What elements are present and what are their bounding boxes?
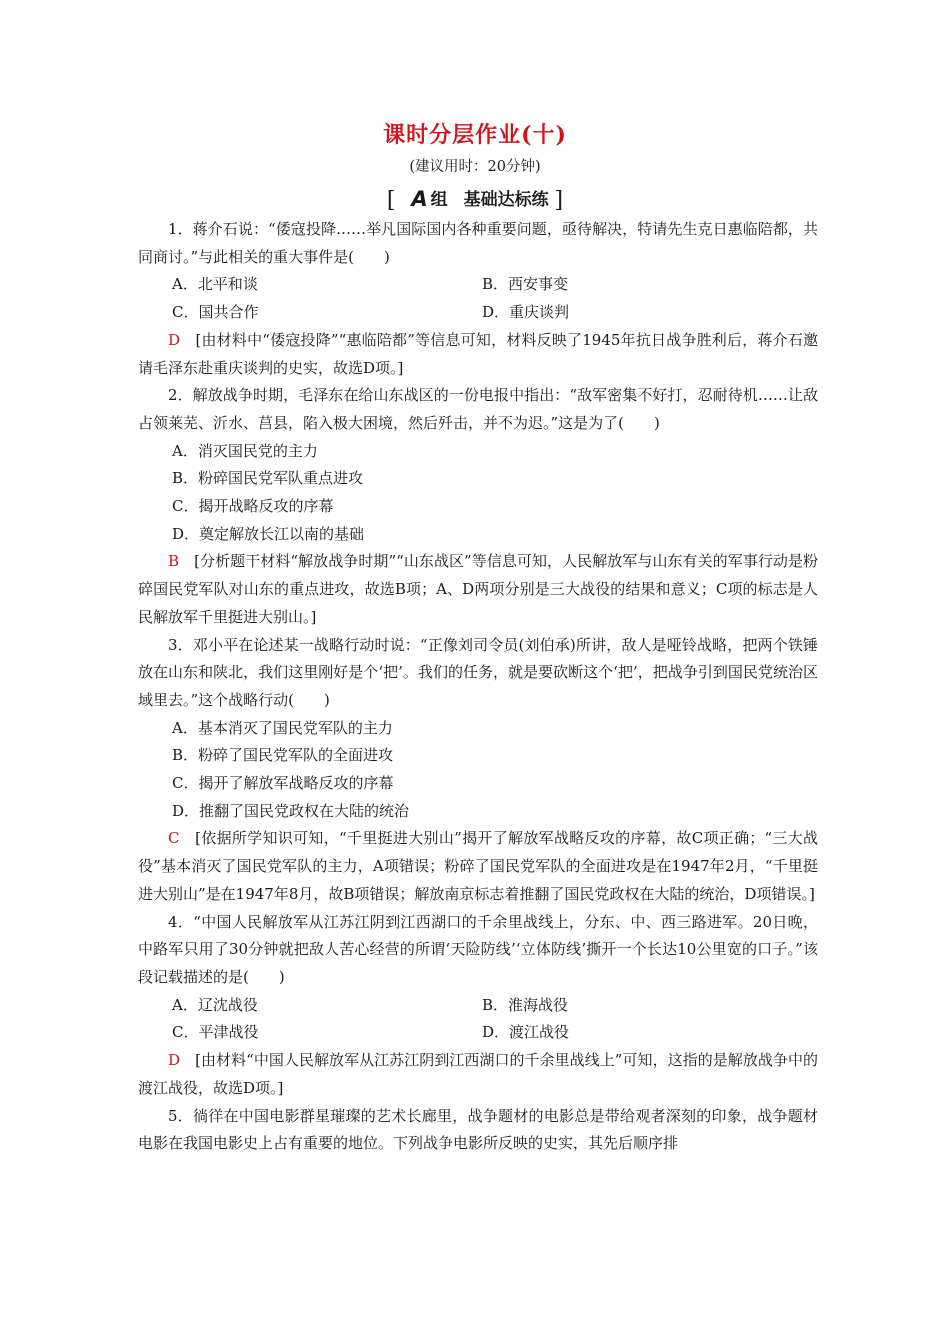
- question-stem: 4．“中国人民解放军从江苏江阴到江西湖口的千余里战线上，分东、中、西三路进军。20日晚，中路军只用了30分钟就把敌人苦心经营的所谓‘天险防线’‘立体防线’撕开一个长达10公里宽的口子。”该段记载描述的是( ): [138, 912, 818, 986]
- answer-explanation: [138, 1047, 818, 1102]
- option: C．揭开了解放军战略反攻的序幕: [172, 774, 394, 793]
- option: C．国共合作: [172, 303, 259, 322]
- question-stem: 5．徜徉在中国电影群星璀璨的艺术长廊里，战争题材的电影总是带给观者深刻的印象，战争题材电影在我国电影史上占有重要的地位。下列战争电影所反映的史实，其先后顺序排: [138, 1106, 818, 1153]
- option: B．淮海战役: [482, 995, 569, 1014]
- answer-letter: D: [168, 1051, 181, 1070]
- answer-explanation: [138, 327, 818, 382]
- bracket-left: [: [386, 188, 396, 213]
- option: A．北平和谈: [172, 275, 258, 294]
- group-name: 基础达标练: [463, 190, 549, 210]
- answer-letter: B: [168, 552, 180, 571]
- question-stem: 1．蒋介石说：“倭寇投降……举凡国际国内各种重要问题，亟待解决，特请先生克日惠临陪都，共同商讨。”与此相关的重大事件是( ): [138, 220, 818, 266]
- option: B．西安事变: [482, 275, 569, 294]
- option-row: [138, 299, 818, 327]
- option-row: [138, 271, 818, 299]
- answer-letter: D: [168, 330, 181, 349]
- option: A．辽沈战役: [172, 995, 258, 1014]
- option: A．消灭国民党的主力: [172, 441, 318, 460]
- option-row: [138, 1019, 818, 1047]
- question-stem: 2．解放战争时期，毛泽东在给山东战区的一份电报中指出：“敌军密集不好打，忍耐待机……让敌占领莱芜、沂水、莒县，陷入极大困境，然后歼击，并不为迟。”这是为了( ): [138, 386, 818, 432]
- question-list: [138, 216, 818, 1158]
- question-stem: 3．邓小平在论述某一战略行动时说：“正像刘司令员(刘伯承)所讲，敌人是哑铃战略，把两个铁锤放在山东和陕北，我们这里刚好是个‘把’。我们的任务，就是要砍断这个‘把’，把战争引到国民党统治区域里去。”这个战略行动( ): [138, 635, 818, 709]
- answer-explanation: [138, 825, 818, 908]
- explanation-text: [分析题干材料“解放战争时期”“山东战区”等信息可知，人民解放军与山东有关的军事行动是粉碎国民党军队对山东的重点进攻，故选B项；A、D两项分别是三大战役的结果和意义；C项的标志是人民解放军千里挺进大别山。]: [138, 552, 818, 626]
- option: D．奠定解放长江以南的基础: [172, 524, 365, 543]
- group-letter: A: [411, 187, 428, 211]
- explanation-text: [依据所学知识可知，“千里挺进大别山”揭开了解放军战略反攻的序幕，故C项正确；“三大战役”基本消灭了国民党军队的主力，A项错误；粉碎了国民党军队的全面进攻是在1947年2月，“千里挺进大别山”是在1947年8月，故B项错误；解放南京标志着推翻了国民党政权在大陆的统治，D项错误。]: [138, 829, 818, 903]
- bracket-right: ]: [554, 188, 564, 213]
- option: D．推翻了国民党政权在大陆的统治: [172, 801, 410, 820]
- page-title: 课时分层作业(十): [383, 122, 567, 148]
- option: D．渡江战役: [482, 1023, 570, 1042]
- group-label: 组: [430, 190, 448, 210]
- option: C．揭开战略反攻的序幕: [172, 497, 334, 516]
- option: D．重庆谈判: [482, 303, 570, 322]
- suggested-time: (建议用时：20分钟): [409, 159, 541, 175]
- answer-letter: C: [168, 829, 180, 848]
- explanation-text: [由材料“中国人民解放军从江苏江阴到江西湖口的千余里战线上”可知，这指的是解放战争中的渡江战役，故选D项。]: [138, 1051, 818, 1097]
- option: C．平津战役: [172, 1023, 259, 1042]
- option: B．粉碎了国民党军队的全面进攻: [172, 746, 394, 765]
- group-header: [0, 185, 950, 213]
- option: B．粉碎国民党军队重点进攻: [172, 469, 364, 488]
- explanation-text: [由材料中“倭寇投降”“惠临陪都”等信息可知，材料反映了1945年抗日战争胜利后，蒋介石邀请毛泽东赴重庆谈判的史实，故选D项。]: [138, 330, 818, 377]
- answer-explanation: [138, 548, 818, 631]
- option: A．基本消灭了国民党军队的主力: [172, 718, 393, 737]
- option-row: [138, 992, 818, 1020]
